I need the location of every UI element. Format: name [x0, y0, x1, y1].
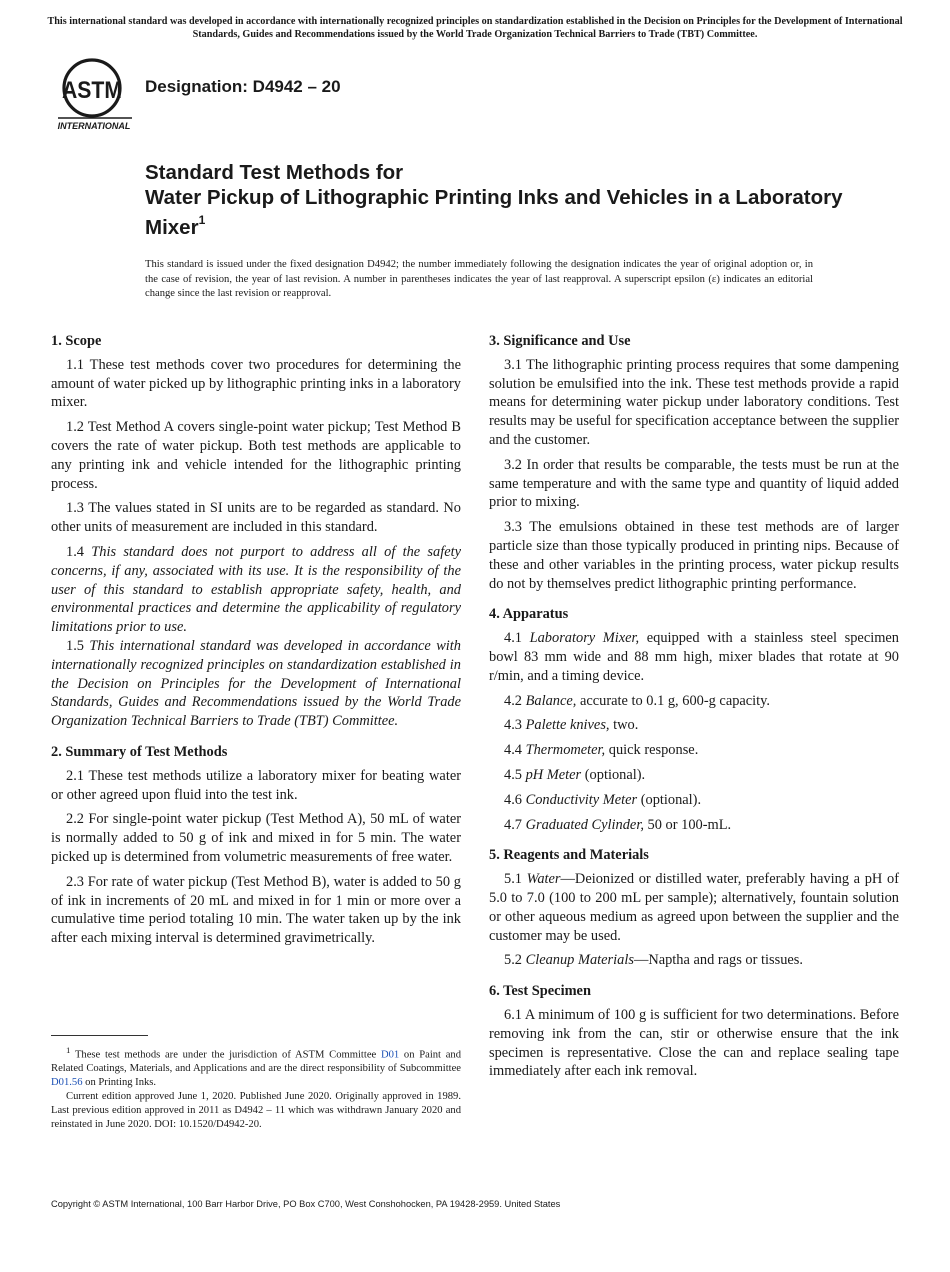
para-1-4: 1.4 This standard does not purport to address all of the safety concerns, if any, associated with its use. It is the responsibility of the user of this standard to establish appropriate safety, health, and environmental practices and determine the applicability of regulatory limitations prior to use. [51, 543, 461, 636]
section-heading-specimen: 6. Test Specimen [489, 983, 591, 1000]
designation: Designation: D4942 – 20 [145, 77, 341, 96]
logo-text: ASTM [62, 77, 122, 104]
section-heading-reagents: 5. Reagents and Materials [489, 847, 649, 864]
para-3-2: 3.2 In order that results be comparable, the tests must be run at the same temperature and with the same type and quantity of liquid added prior to mixing. [489, 456, 899, 511]
issued-note: This standard is issued under the fixed designation D4942; the number immediately following the designation indicates the year of original adoption or, in the case of revision, the year of last revision. A number in parentheses indicates the year of last reapproval. A superscript epsilon (ε) indicates an editorial change since the last revision or reapproval. [145, 259, 813, 299]
footnote [51, 1044, 461, 1131]
section-heading-summary: 2. Summary of Test Methods [51, 743, 228, 760]
para-4-2: 4.2 Balance, accurate to 0.1 g, 600-g capacity. [504, 692, 771, 709]
wto-notice: This international standard was developed in accordance with internationally recognized principles on standardization established in the Decision on Principles for the Development of International Standards, Guides and Recommendations issued by the World Trade Organization Technical Barriers to Trade (TBT) Committee. [47, 16, 903, 40]
para-6-1: 6.1 A minimum of 100 g is sufficient for two determinations. Before removing ink from the can, stir or otherwise ensure that the ink specimen is representative. Close the can and replace sealing tape immediately after each ink removal. [489, 1006, 899, 1080]
section-heading-significance: 3. Significance and Use [489, 333, 631, 349]
para-3-1: 3.1 The lithographic printing process requires that some dampening solution be emulsified into the ink. These test methods provide a rapid means for determining water pickup under laboratory conditions. Test results may be useful for specification acceptance between the supplier and the customer. [489, 356, 899, 448]
subcommittee-link[interactable]: D01.56 [51, 1077, 83, 1089]
title-line-1: Standard Test Methods for [145, 161, 404, 184]
para-2-1: 2.1 These test methods utilize a laboratory mixer for beating water or other agreed upon fluid into the test ink. [51, 767, 461, 803]
para-4-6: 4.6 Conductivity Meter (optional). [504, 791, 702, 808]
para-5-2: 5.2 Cleanup Materials—Naptha and rags or tissues. [504, 952, 803, 969]
para-2-2: 2.2 For single-point water pickup (Test Method A), 50 mL of water is normally added to 50 g of ink and mixed in for 5 min. The water picked up is determined from volumetric measurements of free water. [51, 811, 461, 865]
section-heading-apparatus: 4. Apparatus [489, 606, 569, 623]
logo-subtext: INTERNATIONAL [57, 121, 131, 131]
para-5-1: 5.1 Water—Deionized or distilled water, preferably having a pH of 5.0 to 7.0 (100 to 200 mL per sample); alternatively, fountain solution or other aqueous medium as agreed upon between the supplier and the customer may be used. [489, 871, 899, 944]
committee-link[interactable]: D01 [380, 1049, 400, 1061]
title-line-2: Water Pickup of Lithographic Printing Inks and Vehicles in a Laboratory Mixer$^1$ [145, 186, 843, 239]
para-4-4: 4.4 Thermometer, quick response. [504, 742, 699, 759]
para-1-2: 1.2 Test Method A covers single-point water pickup; Test Method B covers the rate of water pickup. Both test methods are applicable to any printing ink and vehicle intended for the lithographic printing process. [51, 419, 461, 492]
title-footnote-mark: 1 [198, 213, 206, 227]
left-column [51, 332, 461, 954]
footnote-edition: Current edition approved June 1, 2020. Published June 2020. Originally approved in 1989. Last previous edition approved in 2011 as D4942 – 11 which was withdrawn January 2020 and reinstated in June 2020. DOI: 10.1520/D4942-20. [51, 1090, 461, 1130]
para-4-7: 4.7 Graduated Cylinder, 50 or 100-mL. [504, 816, 732, 833]
para-4-5: 4.5 pH Meter (optional). [504, 766, 646, 783]
section-heading-scope: 1. Scope [51, 333, 102, 349]
para-2-3: 2.3 For rate of water pickup (Test Method B), water is added to 50 g of ink in increments of 20 mL and mixed in for 1 min or more over a cumulative time period totaling 10 min. The water taken up by the ink after each mixing interval is determined gravimetrically. [51, 873, 461, 947]
copyright: Copyright © ASTM International, 100 Barr Harbor Drive, PO Box C700, West Conshohocken, PA 19428-2959. United States [51, 1199, 561, 1209]
right-column [489, 332, 899, 1087]
astm-logo [52, 56, 136, 132]
para-1-1: 1.1 These test methods cover two procedures for determining the amount of water picked up by lithographic printing inks in a laboratory mixer. [51, 356, 461, 411]
para-1-3: 1.3 The values stated in SI units are to be regarded as standard. No other units of measurement are included in this standard. [51, 500, 461, 536]
para-3-3: 3.3 The emulsions obtained in these test methods are of larger particle size than those typically produced in printing nips. Because of these and other variables in the printing process, water pickup results do not by themselves predict lithographic printing performance. [489, 519, 899, 592]
page-title [145, 160, 845, 240]
para-1-5: 1.5 This international standard was developed in accordance with internationally recognized principles on standardization established in the Decision on Principles for the Development of International Standards, Guides and Recommendations issued by the World Trade Organization Technical Barriers to Trade (TBT) Committee. [51, 637, 461, 730]
footnote-jurisdiction: $^1$ These test methods are under the jurisdiction of ASTM Committee D01 on Paint and Related Coatings, Materials, and Applications and are the direct responsibility of Subcommittee D01.56 on Printing Inks. [51, 1045, 462, 1089]
para-4-1: 4.1 Laboratory Mixer, equipped with a stainless steel specimen bowl 83 mm wide and 88 mm high, mixer blades that rotate at 90 r/min, and a timing device. [489, 630, 899, 684]
para-4-3: 4.3 Palette knives, two. [504, 717, 639, 734]
footnote-divider [51, 1035, 148, 1036]
